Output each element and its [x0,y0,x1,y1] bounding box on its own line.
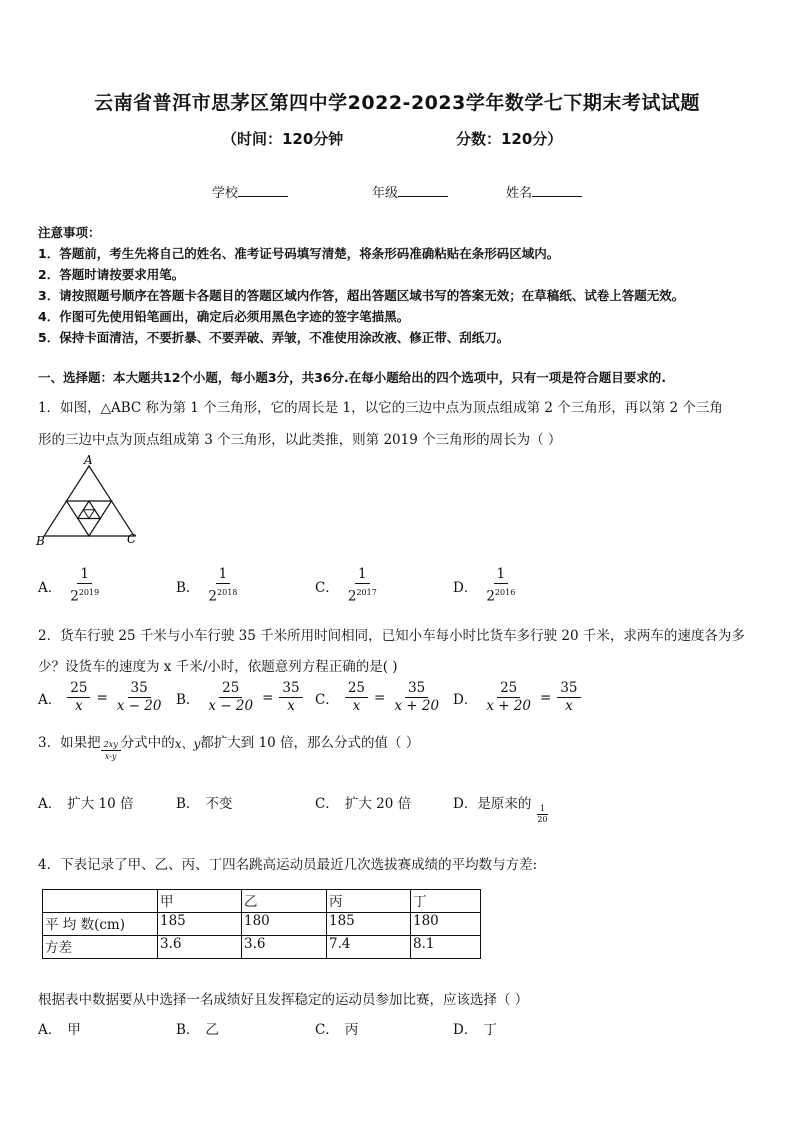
grade-field [372,182,448,201]
table-cell: 平 均 数(cm) [43,913,158,936]
table-row [43,913,481,936]
scores-table [42,889,481,959]
page-title: 云南省普洱市思茅区第四中学2022-2023学年数学七下期末考试试题 [94,92,700,114]
table-cell: 7.4 [327,936,411,959]
equals-sign: = [262,689,274,706]
option-letter: A． [38,796,62,812]
q3-d-fraction: $\frac{1}{20}$ [537,804,548,824]
table-cell: 185 [158,913,242,936]
school-blank [238,184,288,197]
table-cell: 乙 [242,890,327,913]
fraction: $\frac{25}{x}$ [345,680,368,715]
option-text: 丁 [483,1022,497,1038]
fraction: $\frac{1}{2^{2018}}$ [208,566,238,605]
q4-option-a[interactable] [38,1018,81,1038]
vertex-c-label: C [127,532,137,546]
equals-sign: = [96,689,108,706]
vertex-b-label: B [36,534,45,548]
q2-option-d[interactable] [453,680,581,715]
triangle-figure [34,452,144,548]
option-letter: C． [315,579,339,596]
option-letter: A． [38,691,62,708]
option-letter: D． [453,691,478,708]
grade-blank [398,184,448,197]
option-text: 扩大 20 倍 [344,796,412,812]
option-letter: A． [38,1022,62,1038]
q2-line2: 少？设货车的速度为 x 千米/小时，依题意列方程正确的是( ) [38,659,398,675]
option-text: 是原来的 [477,796,532,812]
option-letter: C． [315,1022,339,1038]
table-cell: 8.1 [411,936,481,959]
q4-line2: 根据表中数据要从中选择一名成绩好且发挥稳定的运动员参加比赛，应该选择（ ） [38,992,529,1008]
q1-line1: 1．如图，△ABC 称为第 1 个三角形，它的周长是 1，以它的三边中点为顶点组成第 2 个三角形，再以第 2 个三角 [38,400,723,416]
table-cell: 180 [411,913,481,936]
school-label: 学校 [212,186,239,201]
q1-line2: 形的三边中点为顶点组成第 3 个三角形，以此类推，则第 2019 个三角形的周长为（ ） [38,432,562,448]
option-letter: D． [453,796,478,812]
table-cell: 甲 [158,890,242,913]
option-text: 乙 [205,1022,219,1038]
table-cell: 185 [327,913,411,936]
option-text: 不变 [205,796,233,812]
table-cell: 方差 [43,936,158,959]
q4-option-d[interactable] [453,1018,497,1038]
option-letter: B． [176,691,200,708]
q3-vars: x、y [174,737,201,751]
q2-line1: 2．货车行驶 25 千米与小车行驶 35 千米所用时间相同，已知小车每小时比货车多行驶 20 千米，求两车的速度各为多 [38,628,745,644]
q3-option-c[interactable] [315,792,411,812]
table-cell: 180 [242,913,327,936]
vertex-a-label: A [84,453,93,467]
fraction: $\frac{1}{2^{2017}}$ [347,566,377,605]
exam-score: 分数：120分） [456,130,563,148]
q3-option-a[interactable] [38,792,134,812]
section-heading: 一、选择题：本大题共12个小题，每小题3分，共36分.在每小题给出的四个选项中，只有一项是符合题目要求的. [38,370,666,385]
option-letter: D． [453,1022,478,1038]
table-cell [43,890,158,913]
q3-stem [38,731,419,763]
equals-sign: = [374,689,386,706]
table-cell: 丁 [411,890,481,913]
notes-block [38,222,684,348]
q2-option-c[interactable] [315,680,442,715]
name-label: 姓名 [506,186,533,201]
school-field [212,182,288,201]
q1-option-c[interactable] [315,566,380,606]
q2-option-b[interactable] [176,680,303,715]
fraction: $\frac{35}{x - 20}$ [116,680,162,714]
table-cell: 丙 [327,890,411,913]
q3-option-b[interactable] [176,792,232,812]
notes-heading: 注意事项： [38,225,101,240]
table-cell: 3.6 [242,936,327,959]
q1-option-a[interactable] [38,566,102,606]
option-letter: B． [176,579,200,596]
option-text: 扩大 10 倍 [67,796,134,812]
name-field [506,182,582,201]
option-text: 丙 [344,1022,359,1038]
table-row [43,936,481,959]
fraction: $\frac{35}{x}$ [279,680,302,715]
q3-fraction: $\frac{2xy}{x-y}$ [101,739,121,763]
option-text: 甲 [67,1022,81,1038]
fraction: $\frac{25}{x - 20}$ [208,680,254,714]
note-item: 4．作图可先使用铅笔画出，确定后必须用黑色字迹的签字笔描黑。 [38,309,410,324]
option-letter: C． [315,796,339,812]
note-item: 2．答题时请按要求用笔。 [38,267,185,282]
name-blank [532,184,582,197]
table-cell: 3.6 [158,936,242,959]
equals-sign: = [540,689,552,706]
fourth-triangle [83,510,94,519]
note-item: 5．保持卡面清洁，不要折暴、不要弄破、弄皱，不准使用涂改液、修正带、刮纸刀。 [38,330,510,345]
note-item: 1．答题前，考生先将自己的姓名、准考证号码填写清楚，将条形码准确粘贴在条形码区域内。 [38,246,560,261]
q4-option-c[interactable] [315,1018,358,1038]
q3-option-d[interactable] [453,792,551,825]
option-letter: C． [315,691,339,708]
fraction: $\frac{25}{x + 20}$ [486,680,532,714]
fraction: $\frac{25}{x}$ [67,680,90,715]
q3-suffix: 都扩大到 10 倍，那么分式的值（ ） [200,735,420,751]
grade-label: 年级 [372,186,399,201]
q1-option-b[interactable] [176,566,240,606]
fraction: $\frac{1}{2^{2016}}$ [486,566,516,605]
note-item: 3．请按照题号顺序在答题卡各题目的答题区域内作答，超出答题区域书写的答案无效；在草稿纸、试卷上答题无效。 [38,288,685,303]
fraction: $\frac{35}{x}$ [557,680,580,715]
option-letter: B． [176,796,200,812]
option-letter: B． [176,1022,200,1038]
q4-line1: 4．下表记录了甲、乙、丙、丁四名跳高运动员最近几次选拔赛成绩的平均数与方差: [38,857,538,873]
table-header-row [43,890,481,913]
q4-option-b[interactable] [176,1018,219,1038]
option-letter: A． [38,579,62,596]
q3-prefix: 3．如果把 [38,735,101,751]
fraction: $\frac{1}{2^{2019}}$ [70,566,100,605]
q1-option-d[interactable] [453,566,518,606]
q2-option-a[interactable] [38,680,164,715]
option-letter: D． [453,579,478,596]
q3-middle: 分式中的 [120,735,175,751]
fraction: $\frac{35}{x + 20}$ [394,680,440,714]
exam-time: （时间：120分钟 [222,130,344,148]
